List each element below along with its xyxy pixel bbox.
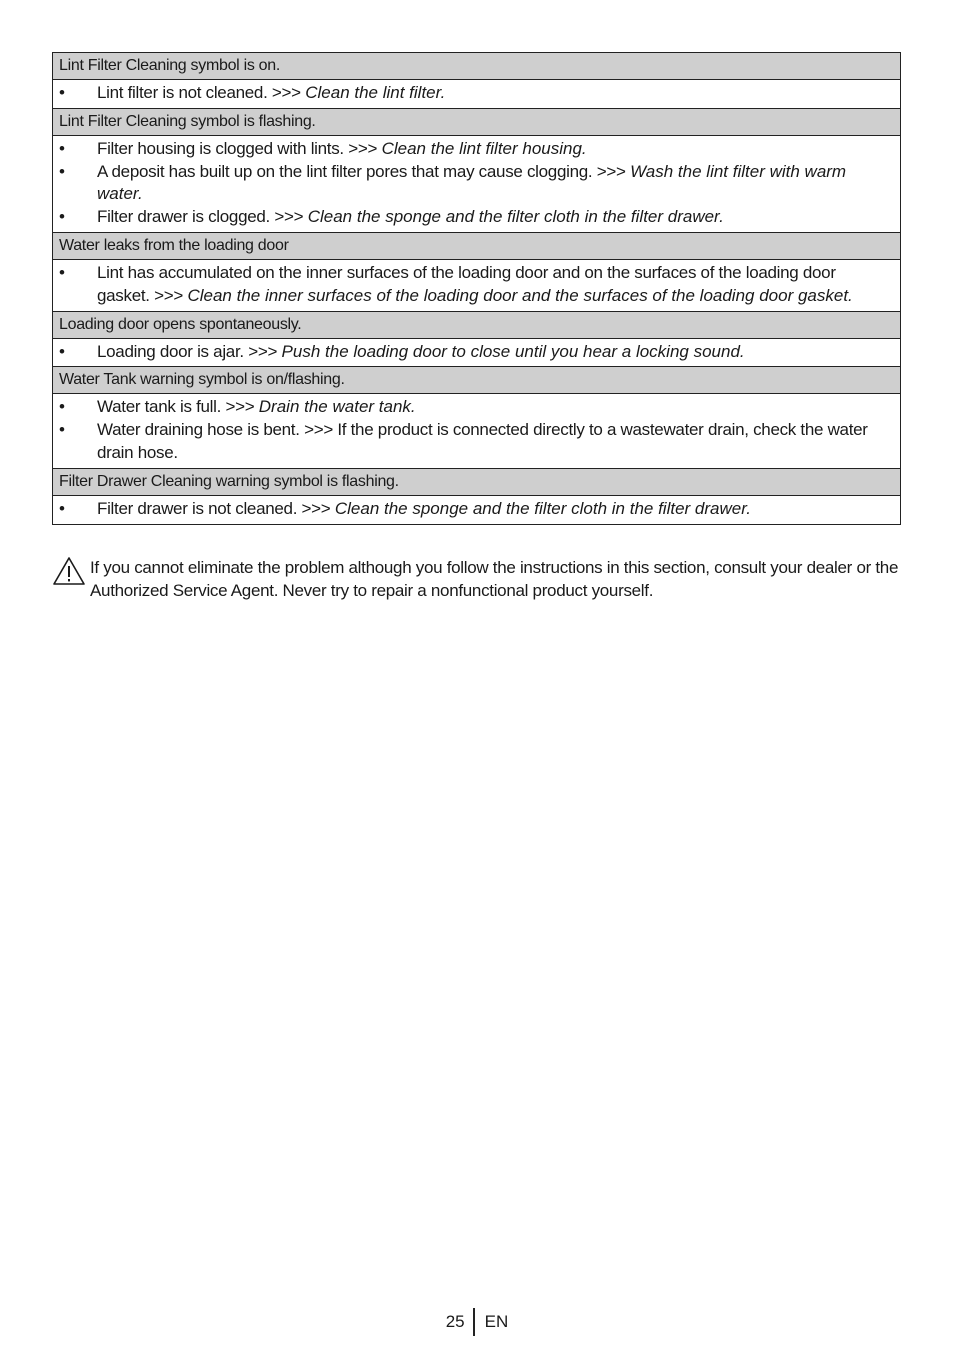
troubleshooting-table (52, 52, 901, 525)
action-text: Push the loading door to close until you hear a locking sound. (281, 341, 745, 361)
cause-text: Filter housing is clogged with lints. >>> (97, 138, 382, 158)
section-body (53, 80, 900, 109)
section-header: Lint Filter Cleaning symbol is flashing. (53, 109, 900, 136)
list-item (53, 498, 890, 521)
section-header: Water Tank warning symbol is on/flashing. (53, 367, 900, 394)
cause-text: Lint filter is not cleaned. >>> (97, 83, 306, 102)
action-text: Clean the sponge and the filter cloth in the filter drawer. (307, 207, 724, 227)
cause-text: Filter drawer is not cleaned. >>> (97, 498, 335, 518)
action-text: Drain the water tank. (258, 397, 416, 417)
section-body (53, 496, 900, 524)
warning-note (52, 556, 902, 602)
bullet: • (59, 341, 65, 361)
list-item (53, 138, 890, 161)
bullet: • (59, 397, 65, 417)
language-code: EN (484, 1312, 509, 1331)
warning-text: If you cannot eliminate the problem although you follow the instructions in this section, consult your dealer or the Authorized Service Agent. Never try to repair a nonfunctional product yourself. (90, 558, 899, 600)
bullet: • (59, 207, 65, 227)
bullet: • (59, 420, 65, 440)
list-item (53, 262, 890, 308)
bullet: • (59, 138, 65, 158)
section-body (53, 339, 900, 368)
bullet: • (59, 83, 65, 102)
cause-text: Filter drawer is clogged. >>> (97, 207, 308, 227)
action-text: Clean the lint filter housing. (381, 138, 587, 158)
bullet: • (59, 498, 65, 518)
warning-icon (52, 556, 90, 602)
list-item (53, 341, 890, 364)
footer-divider (473, 1308, 475, 1336)
action-text: Wash the lint filter with warm water. (97, 161, 847, 204)
bullet: • (59, 262, 65, 282)
list-item (53, 396, 890, 419)
section-body (53, 136, 900, 233)
section-header: Filter Drawer Cleaning warning symbol is flashing. (53, 469, 900, 496)
action-text: Clean the inner surfaces of the loading door and the surfaces of the loading door gasket. (187, 285, 853, 305)
action-text: Clean the sponge and the filter cloth in the filter drawer. (334, 498, 751, 518)
list-item (53, 419, 890, 465)
list-item (53, 82, 890, 105)
action-text: Clean the lint filter. (305, 83, 446, 102)
cause-text: Loading door is ajar. >>> (97, 341, 282, 361)
list-item (53, 206, 890, 229)
page-footer (0, 1308, 954, 1336)
cause-text: Water tank is full. >>> (97, 397, 259, 417)
cause-text: Lint has accumulated on the inner surfaces of the loading door and on the surfaces of the loading door gasket. >>> (97, 262, 836, 305)
section-header: Loading door opens spontaneously. (53, 312, 900, 339)
list-item (53, 161, 890, 207)
section-body (53, 260, 900, 312)
cause-text: Water draining hose is bent. >>> If the product is connected directly to a wastewater drain, check the water drain hose. (97, 420, 868, 462)
section-header: Lint Filter Cleaning symbol is on. (53, 53, 900, 80)
section-body (53, 394, 900, 468)
bullet: • (59, 161, 65, 181)
cause-text: A deposit has built up on the lint filter pores that may cause clogging. >>> (97, 161, 631, 181)
page-number: 25 (445, 1312, 465, 1331)
section-header: Water leaks from the loading door (53, 233, 900, 260)
